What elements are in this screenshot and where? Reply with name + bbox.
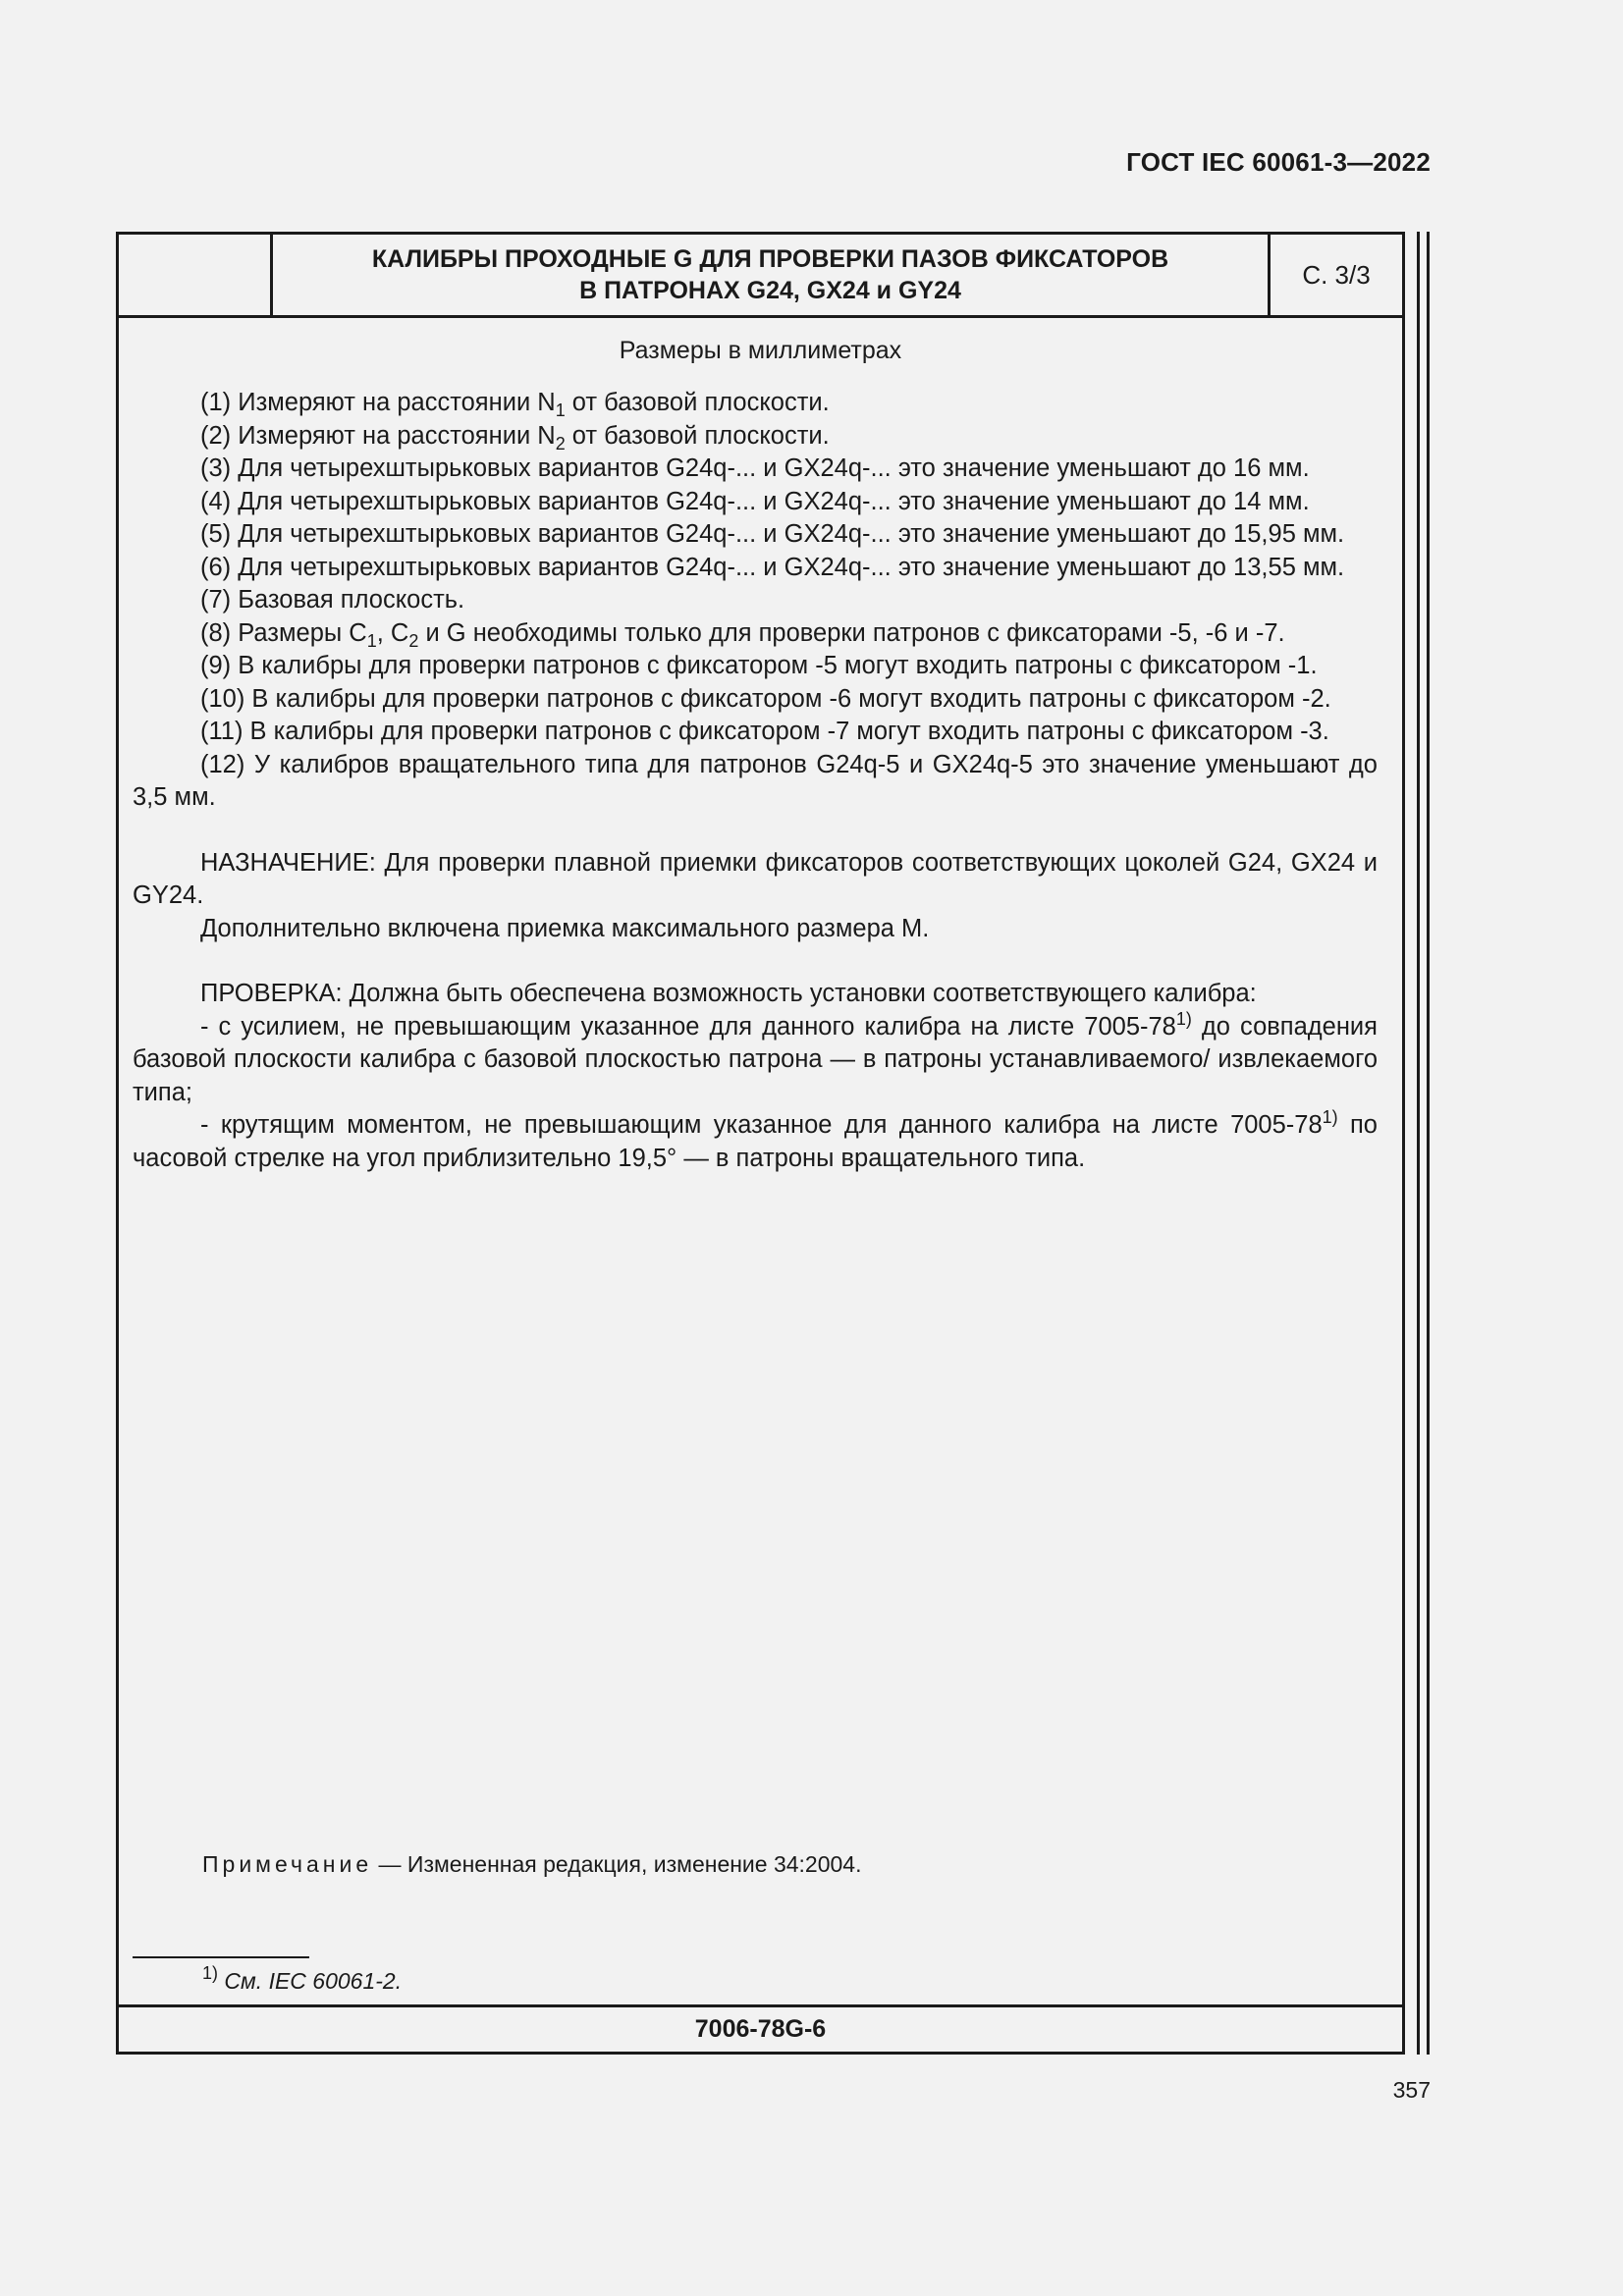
note-12: (12) У калибров вращательного типа для патронов G24q-5 и GX24q-5 это значение уменьшают до 3,5 мм. <box>133 750 1378 811</box>
document-code: ГОСТ IEC 60061-3—2022 <box>1126 147 1431 177</box>
note-text: — Измененная редакция, изменение 34:2004. <box>372 1851 862 1877</box>
purpose-text: НАЗНАЧЕНИЕ: Для проверки плавной приемки фиксаторов соответствующих цоколей G24, GX24 и GY24. <box>133 848 1378 909</box>
frame-side-line <box>1417 232 1420 2055</box>
note-10: (10) В калибры для проверки патронов с фиксатором -6 могут входить патроны с фиксатором -2. <box>200 684 1331 713</box>
note-5: (5) Для четырехштырьковых вариантов G24q-... и GX24q-... это значение уменьшают до 15,95 мм. <box>200 520 1345 548</box>
note-3: (3) Для четырехштырьковых вариантов G24q-... и GX24q-... это значение уменьшают до 16 мм. <box>200 454 1310 482</box>
note-2: (2) Измеряют на расстоянии $N_2$ от базовой плоскости. <box>200 421 830 454</box>
note-8: (8) Размеры $С_1$, $С_2$ и G необходимы только для проверки патронов с фиксаторами -5, -6 и -7. <box>200 618 1285 651</box>
footnote-separator <box>133 1956 309 1958</box>
footnote-text: См. IEC 60061-2. <box>218 1968 403 1994</box>
sheet-frame <box>116 232 1405 2055</box>
sheet-title <box>273 235 1271 315</box>
check-item-2: - крутящим моментом, не превышающим указанное для данного калибра на листе 7005-78$^{1)}$ по часовой стрелке на угол приблизительно 19,5° — в патроны вращательного типа. <box>133 1107 1378 1172</box>
sheet-title-line-2: В ПАТРОНАХ G24, GX24 и GY24 <box>579 277 961 304</box>
frame-side-line <box>1427 232 1430 2055</box>
purpose-extra: Дополнительно включена приемка максимального размера М. <box>200 914 930 942</box>
header-empty-cell <box>119 235 273 315</box>
sheet-header <box>119 235 1402 318</box>
note-7: (7) Базовая плоскость. <box>200 586 465 614</box>
sheet-page-indicator: С. 3/3 <box>1302 259 1371 290</box>
check-intro: ПРОВЕРКА: Должна быть обеспечена возможность установки соответствующего калибра: <box>200 980 1257 1007</box>
note-6: (6) Для четырехштырьковых вариантов G24q-... и GX24q-... это значение уменьшают до 13,55 мм. <box>200 553 1345 581</box>
check-item-1: - с усилием, не превышающим указанное для данного калибра на листе 7005-78$^{1)}$ до совпадения базовой плоскости калибра с базовой плоскостью патрона — в патроны устанавливаемого/ извлекаемого типа; <box>133 1008 1378 1106</box>
sheet-title-line-1: КАЛИБРЫ ПРОХОДНЫЕ G ДЛЯ ПРОВЕРКИ ПАЗОВ ФИКСАТОРОВ <box>371 245 1169 273</box>
units-label: Размеры в миллиметрах <box>619 337 902 364</box>
footnote <box>202 1963 403 1995</box>
page-number: 357 <box>1392 2077 1431 2103</box>
note-label: Примечание <box>202 1851 373 1877</box>
note-4: (4) Для четырехштырьковых вариантов G24q-... и GX24q-... это значение уменьшают до 14 мм. <box>200 487 1310 515</box>
sheet-body <box>133 387 1378 1175</box>
note-1: (1) Измеряют на расстоянии $N_1$ от базовой плоскости. <box>200 389 830 420</box>
note-9: (9) В калибры для проверки патронов с фиксатором -5 могут входить патроны с фиксатором -1. <box>200 652 1318 679</box>
change-note <box>202 1851 862 1878</box>
footnote-mark: 1) <box>202 1963 219 1983</box>
note-11: (11) В калибры для проверки патронов с фиксатором -7 могут входить патроны с фиксатором -3. <box>200 718 1329 745</box>
sheet-code: 7006-78G-6 <box>119 2004 1402 2052</box>
